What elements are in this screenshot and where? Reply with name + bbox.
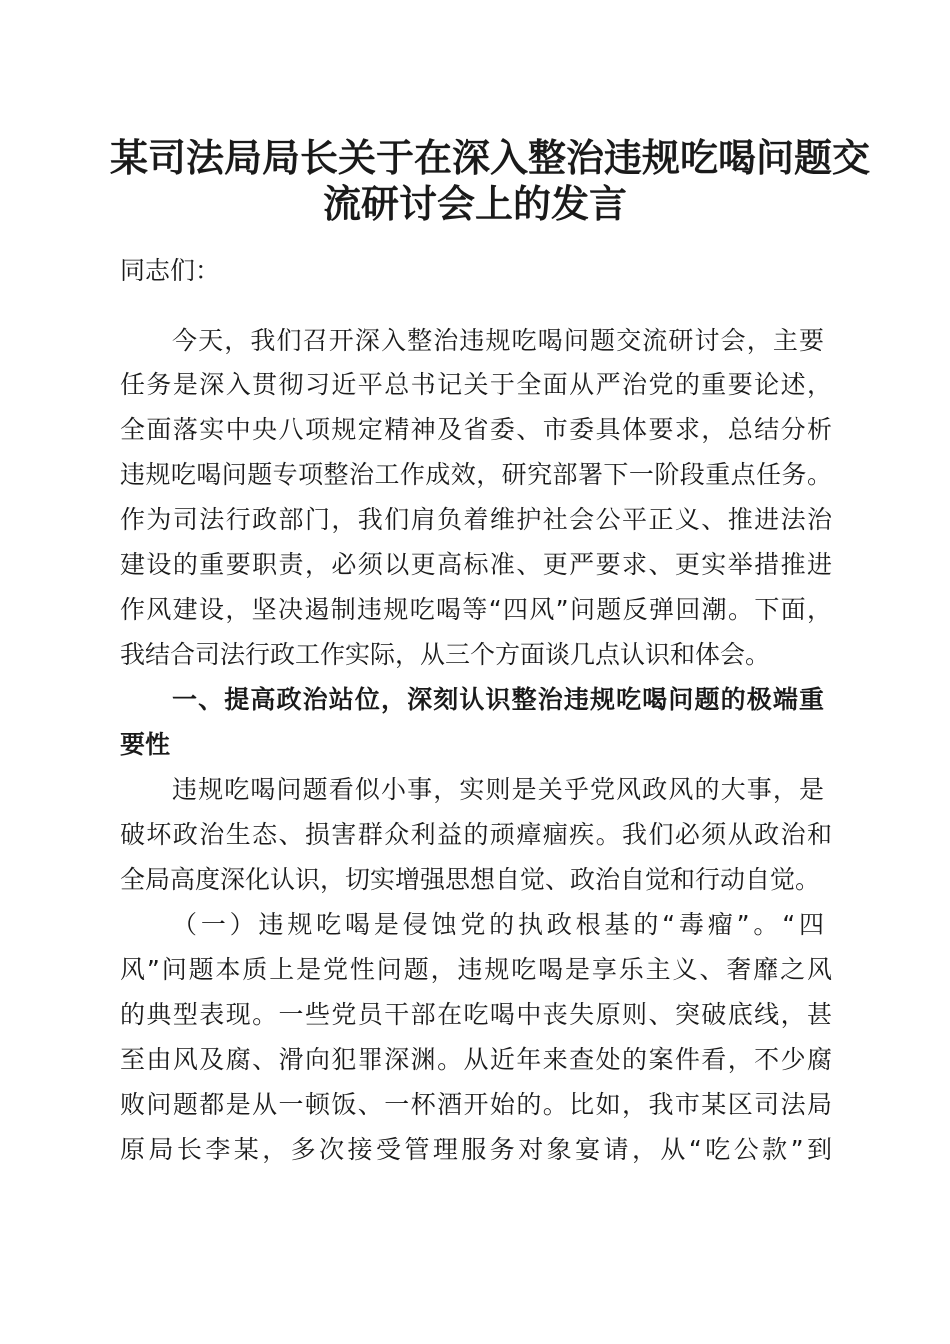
paragraph-1-line: 建设的重要职责，必须以更高标准、更严要求、更实举措推进 (120, 550, 832, 579)
paragraph-1-line: 作风建设，坚决遏制违规吃喝等“四风”问题反弹回潮。下面， (120, 595, 832, 624)
paragraph-3-line: 的典型表现。一些党员干部在吃喝中丧失原则、突破底线，甚 (120, 1000, 832, 1029)
paragraph-3-line: 败问题都是从一顿饭、一杯酒开始的。比如，我市某区司法局 (120, 1090, 832, 1119)
paragraph-2-line: 全局高度深化认识，切实增强思想自觉、政治自觉和行动自觉。 (120, 865, 821, 894)
paragraph-1-line: 违规吃喝问题专项整治工作成效，研究部署下一阶段重点任务。 (120, 460, 832, 489)
paragraph-2-line: 违规吃喝问题看似小事，实则是关乎党风政风的大事，是 (172, 775, 824, 804)
section-1-heading-line: 要性 (120, 730, 171, 759)
paragraph-1-line: 今天，我们召开深入整治违规吃喝问题交流研讨会，主要 (172, 326, 824, 355)
paragraph-1-line: 作为司法行政部门，我们肩负着维护社会公平正义、推进法治 (120, 505, 832, 534)
document-title-line-2: 流研讨会上的发言 (322, 181, 627, 226)
paragraph-2-line: 破坏政治生态、损害群众利益的顽瘴痼疾。我们必须从政治和 (120, 820, 832, 849)
paragraph-3-line: 风”问题本质上是党性问题，违规吃喝是享乐主义、奢靡之风 (120, 955, 832, 984)
section-1-heading-line: 一、提高政治站位，深刻认识整治违规吃喝问题的极端重 (172, 685, 824, 714)
paragraph-3-line: 原局长李某，多次接受管理服务对象宴请，从“吃公款”到 (120, 1135, 832, 1164)
paragraph-3-line: 至由风及腐、滑向犯罪深渊。从近年来查处的案件看，不少腐 (120, 1045, 832, 1074)
document-title-line-1: 某司法局局长关于在深入整治违规吃喝问题交 (110, 135, 871, 180)
paragraph-1-line: 任务是深入贯彻习近平总书记关于全面从严治党的重要论述， (120, 370, 832, 399)
paragraph-3-line: （一）违规吃喝是侵蚀党的执政根基的“毒瘤”。“四 (172, 910, 824, 939)
paragraph-1-line: 全面落实中央八项规定精神及省委、市委具体要求，总结分析 (120, 415, 832, 444)
paragraph-1-line: 我结合司法行政工作实际，从三个方面谈几点认识和体会。 (120, 640, 771, 669)
salutation: 同志们： (120, 256, 221, 285)
